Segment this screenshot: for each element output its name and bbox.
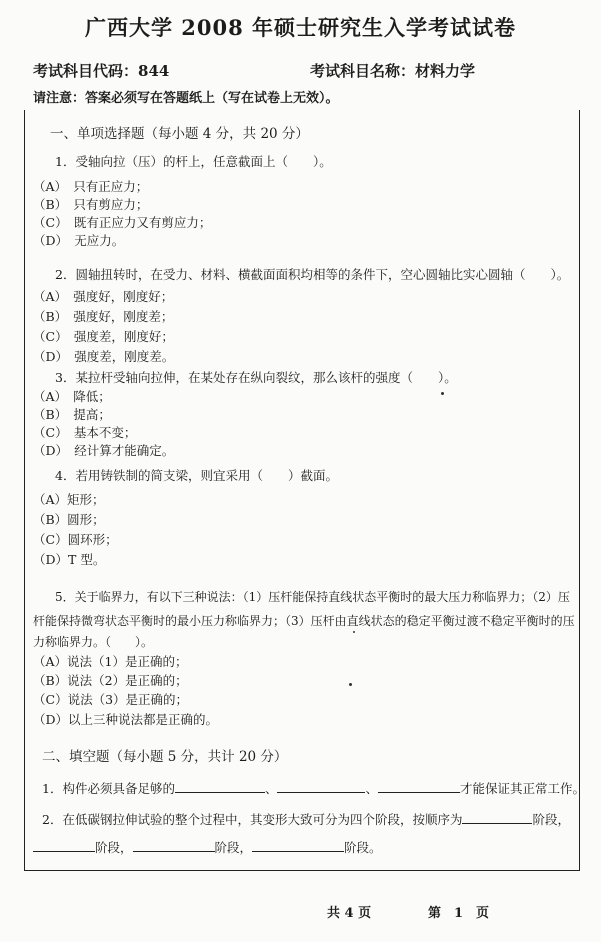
fill-q1-prefix: 1．构件必须具备足够的 bbox=[42, 781, 175, 796]
q3-option-d: （D） 经计算才能确定。 bbox=[33, 443, 175, 458]
fill-q1-sep-2: 、 bbox=[365, 781, 378, 796]
fill-q1 bbox=[42, 779, 585, 797]
fill-q2-blank-2[interactable] bbox=[33, 839, 95, 852]
q5-option-a: （A）说法（1）是正确的； bbox=[33, 654, 188, 669]
fill-q1-blank-3[interactable] bbox=[378, 780, 460, 793]
fill-q1-blank-1[interactable] bbox=[175, 780, 265, 793]
q1-option-c: （C） 既有正应力又有剪应力； bbox=[33, 215, 212, 230]
q4-option-b: （B）圆形； bbox=[33, 512, 105, 527]
q5-stem-line1: 5．关于临界力，有以下三种说法：（1）压杆能保持直线状态平衡时的最大压力称临界力；（2）压 bbox=[55, 590, 570, 604]
q1-option-d: （D） 无应力。 bbox=[33, 233, 125, 248]
fill-q2-blank-1[interactable] bbox=[462, 811, 532, 824]
fill-q2-line1 bbox=[42, 810, 570, 828]
scan-speck bbox=[353, 631, 355, 633]
q4-option-a: （A）矩形； bbox=[33, 492, 105, 507]
q5-option-b: （B）说法（2）是正确的； bbox=[33, 673, 188, 688]
q1-option-a: （A） 只有正应力； bbox=[33, 179, 149, 194]
fill-q2-blank-4[interactable] bbox=[252, 839, 344, 852]
page-number: 第 1 页 bbox=[428, 906, 490, 921]
subject-name-label: 考试科目名称：材料力学 bbox=[310, 62, 476, 80]
q4-option-c: （C）圆环形； bbox=[33, 532, 118, 547]
section1-heading: 一、单项选择题（每小题 4 分，共 20 分） bbox=[50, 126, 309, 142]
scan-speck bbox=[441, 392, 444, 395]
total-pages: 共 4 页 bbox=[327, 906, 372, 921]
fill-q2-line2 bbox=[33, 838, 382, 856]
q5-stem-line3: 力称临界力。（ ）。 bbox=[33, 635, 154, 649]
q2-option-b: （B） 强度好，刚度差； bbox=[33, 309, 174, 324]
fill-q2-seg-3: 阶段， bbox=[214, 840, 253, 855]
q1-stem: 1．受轴向拉（压）的杆上，任意截面上（ ）。 bbox=[55, 154, 332, 169]
fill-q2-seg-2: 阶段， bbox=[95, 840, 133, 855]
fill-q2-blank-3[interactable] bbox=[133, 839, 215, 852]
q3-option-c: （C） 基本不变； bbox=[33, 425, 137, 440]
section2-heading: 二、填空题（每小题 5 分，共计 20 分） bbox=[42, 749, 288, 765]
q3-stem: 3．某拉杆受轴向拉伸，在某处存在纵向裂纹，那么该杆的强度（ ）。 bbox=[55, 370, 457, 385]
q3-option-a: （A） 降低； bbox=[33, 389, 111, 404]
q4-stem: 4．若用铸铁制的简支梁，则宜采用（ ）截面。 bbox=[55, 468, 338, 483]
fill-q1-blank-2[interactable] bbox=[277, 780, 365, 793]
q3-option-b: （B） 提高； bbox=[33, 407, 111, 422]
q2-stem: 2．圆轴扭转时，在受力、材料、横截面面积均相等的条件下，空心圆轴比实心圆轴（ ）。 bbox=[55, 267, 570, 282]
fill-q2-prefix: 2．在低碳钢拉伸试验的整个过程中，其变形大致可分为四个阶段，按顺序为 bbox=[42, 812, 463, 827]
fill-q1-sep-1: 、 bbox=[264, 781, 278, 796]
fill-q2-seg-1: 阶段， bbox=[532, 812, 570, 827]
fill-q1-suffix: 才能保证其正常工作。 bbox=[460, 781, 586, 796]
scan-speck bbox=[349, 683, 352, 686]
q5-option-d: （D）以上三种说法都是正确的。 bbox=[33, 712, 219, 727]
q5-option-c: （C）说法（3）是正确的； bbox=[33, 692, 189, 707]
exam-title: 广西大学 2008 年硕士研究生入学考试试卷 bbox=[84, 15, 517, 40]
fill-q2-seg-end: 阶段。 bbox=[344, 840, 382, 855]
q2-option-a: （A） 强度好，刚度好； bbox=[33, 289, 174, 304]
q2-option-c: （C） 强度差，刚度好； bbox=[33, 329, 174, 344]
q4-option-d: （D）T 型。 bbox=[33, 552, 106, 567]
subject-code-label: 考试科目代码：844 bbox=[33, 62, 170, 80]
q1-option-b: （B） 只有剪应力； bbox=[33, 197, 149, 212]
q2-option-d: （D） 强度差，刚度差。 bbox=[33, 349, 175, 364]
q5-stem-line2: 杆能保持微弯状态平衡时的最小压力称临界力；（3）压杆由直线状态的稳定平衡过渡不稳定平衡时的压 bbox=[33, 614, 575, 628]
notice-text: 请注意：答案必须写在答题纸上（写在试卷上无效）。 bbox=[33, 91, 339, 106]
